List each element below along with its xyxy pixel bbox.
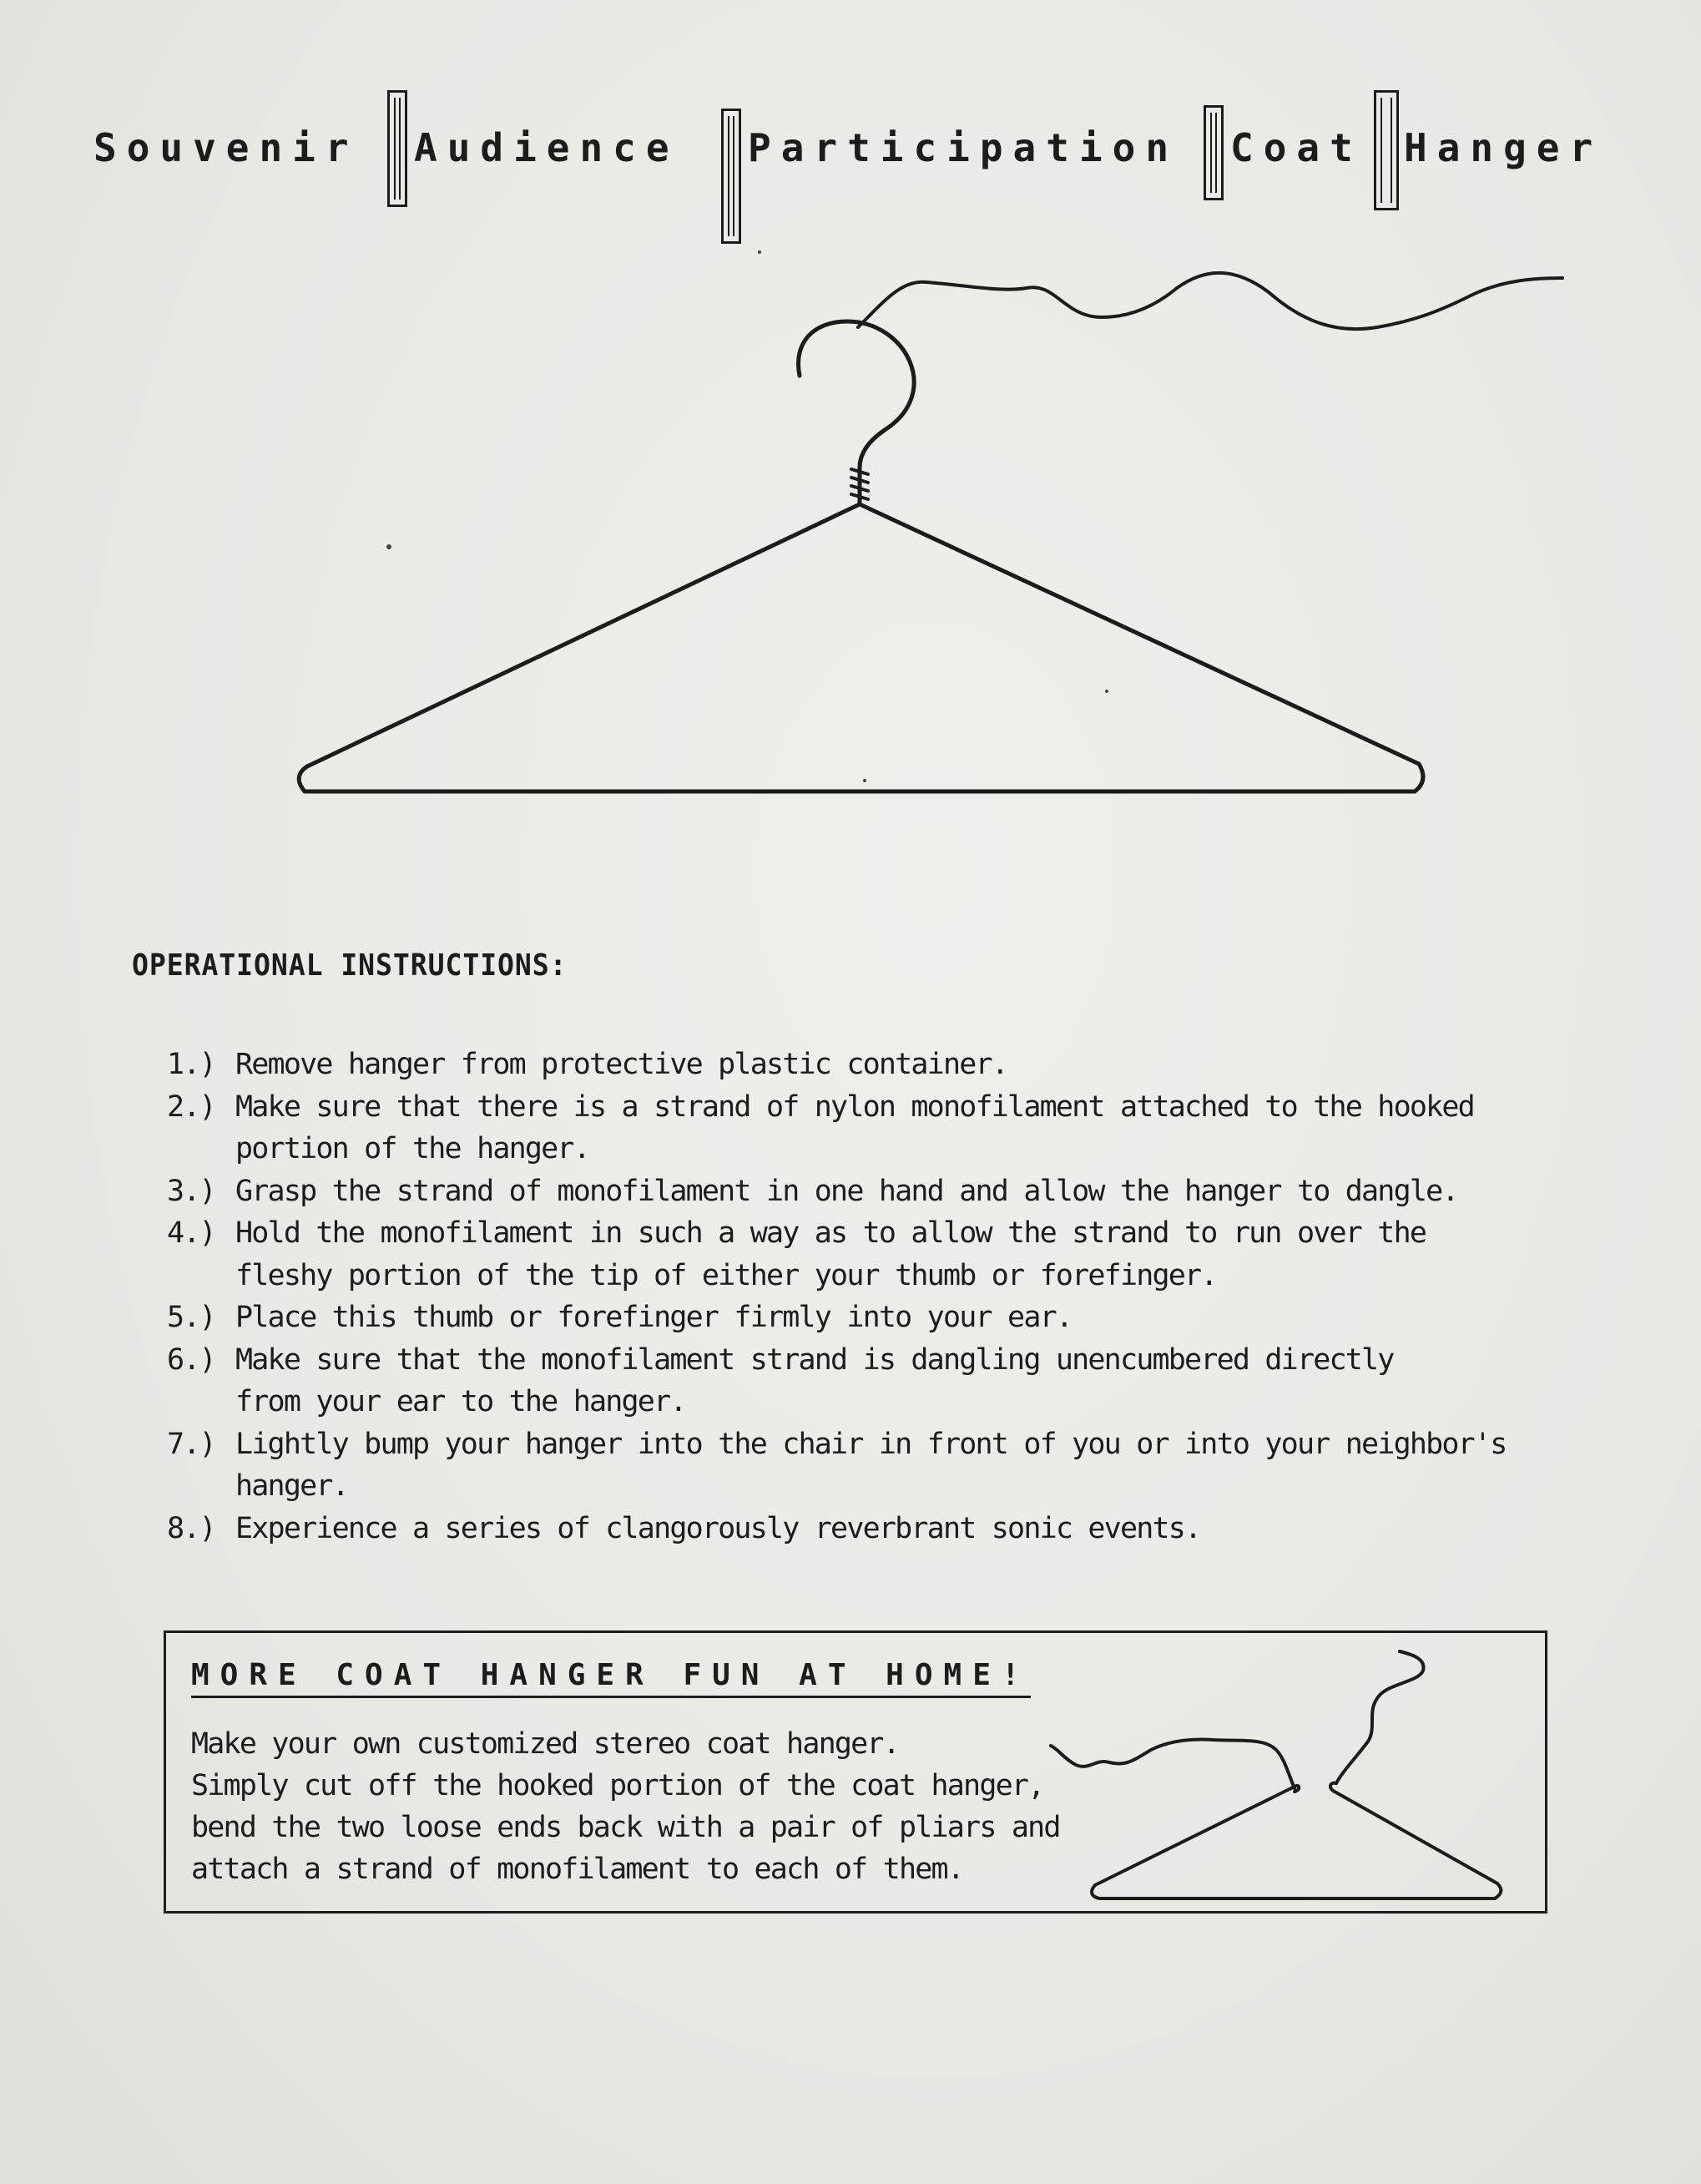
paper-speck <box>758 250 761 254</box>
instruction-step-text: portion of the hanger. <box>235 1132 589 1165</box>
instruction-step-text: Make sure that there is a strand of nylon monofilament attached to the hooked <box>235 1089 1474 1124</box>
instruction-step-text: Remove hanger from protective plastic container. <box>235 1048 1008 1081</box>
paper-speck <box>863 779 866 782</box>
instruction-step-number: 7.) <box>167 1427 215 1461</box>
instruction-step-text: Place this thumb or forefinger firmly into your ear. <box>235 1301 1073 1334</box>
instruction-step-number: 3.) <box>167 1174 215 1208</box>
home-fun-heading: MORE COAT HANGER FUN AT HOME! <box>191 1658 1031 1698</box>
paper-speck <box>1105 690 1108 693</box>
title-word-participation: Participation <box>748 125 1179 170</box>
paper-speck <box>386 544 391 549</box>
instruction-step-number: 1.) <box>167 1048 215 1081</box>
instruction-step-text: Experience a series of clangorously reverbrant sonic events. <box>235 1511 1201 1545</box>
instruction-step <box>167 1212 1569 1297</box>
instruction-step <box>167 1170 1569 1213</box>
instruction-step-number: 6.) <box>167 1342 215 1377</box>
instruction-step-text: hanger. <box>235 1469 348 1503</box>
hanger-hook <box>799 321 915 504</box>
stereo-hanger-body <box>1092 1787 1501 1898</box>
title-word-hanger: Hanger <box>1404 125 1603 170</box>
instruction-step-number: 8.) <box>167 1511 215 1545</box>
title-word-souvenir: Souvenir <box>93 125 359 170</box>
instruction-step <box>167 1044 1569 1086</box>
instructions-heading: OPERATIONAL INSTRUCTIONS: <box>132 948 568 983</box>
instruction-step <box>167 1508 1569 1550</box>
instruction-step <box>167 1297 1569 1339</box>
monofilament-strand <box>858 273 1562 329</box>
coat-hanger-illustration <box>0 0 1701 835</box>
stereo-right-strand <box>1336 1651 1424 1783</box>
instruction-step-text: fleshy portion of the tip of either your thumb or forefinger. <box>235 1258 1217 1292</box>
home-fun-line: bend the two loose ends back with a pair of pliars and <box>191 1811 1060 1844</box>
home-fun-line: attach a strand of monofilament to each of them. <box>191 1853 964 1886</box>
title-word-coat: Coat <box>1230 125 1363 170</box>
hanger-body <box>299 504 1423 791</box>
home-fun-box <box>164 1630 1547 1914</box>
title-word-audience: Audience <box>414 125 679 170</box>
instruction-step-number: 2.) <box>167 1089 215 1124</box>
instruction-step-text: Hold the monofilament in such a way as to allow the strand to run over the <box>235 1216 1426 1250</box>
instructions-list <box>167 1044 1569 1550</box>
instruction-step <box>167 1086 1569 1170</box>
instruction-step-number: 5.) <box>167 1301 215 1334</box>
instruction-step-text: Make sure that the monofilament strand is dangling unencumbered directly <box>235 1342 1394 1377</box>
home-fun-line: Make your own customized stereo coat hanger. <box>191 1727 899 1761</box>
stereo-hanger-illustration <box>166 1633 1550 1916</box>
instruction-step <box>167 1423 1569 1508</box>
instruction-step-text: Grasp the strand of monofilament in one hand and allow the hanger to dangle. <box>235 1174 1458 1208</box>
stereo-left-strand <box>1051 1740 1295 1789</box>
instruction-step-text: Lightly bump your hanger into the chair in front of you or into your neighbor's <box>235 1427 1507 1461</box>
instruction-step-number: 4.) <box>167 1216 215 1250</box>
home-fun-line: Simply cut off the hooked portion of the coat hanger, <box>191 1769 1044 1802</box>
instruction-step <box>167 1339 1569 1423</box>
instruction-step-text: from your ear to the hanger. <box>235 1385 686 1418</box>
